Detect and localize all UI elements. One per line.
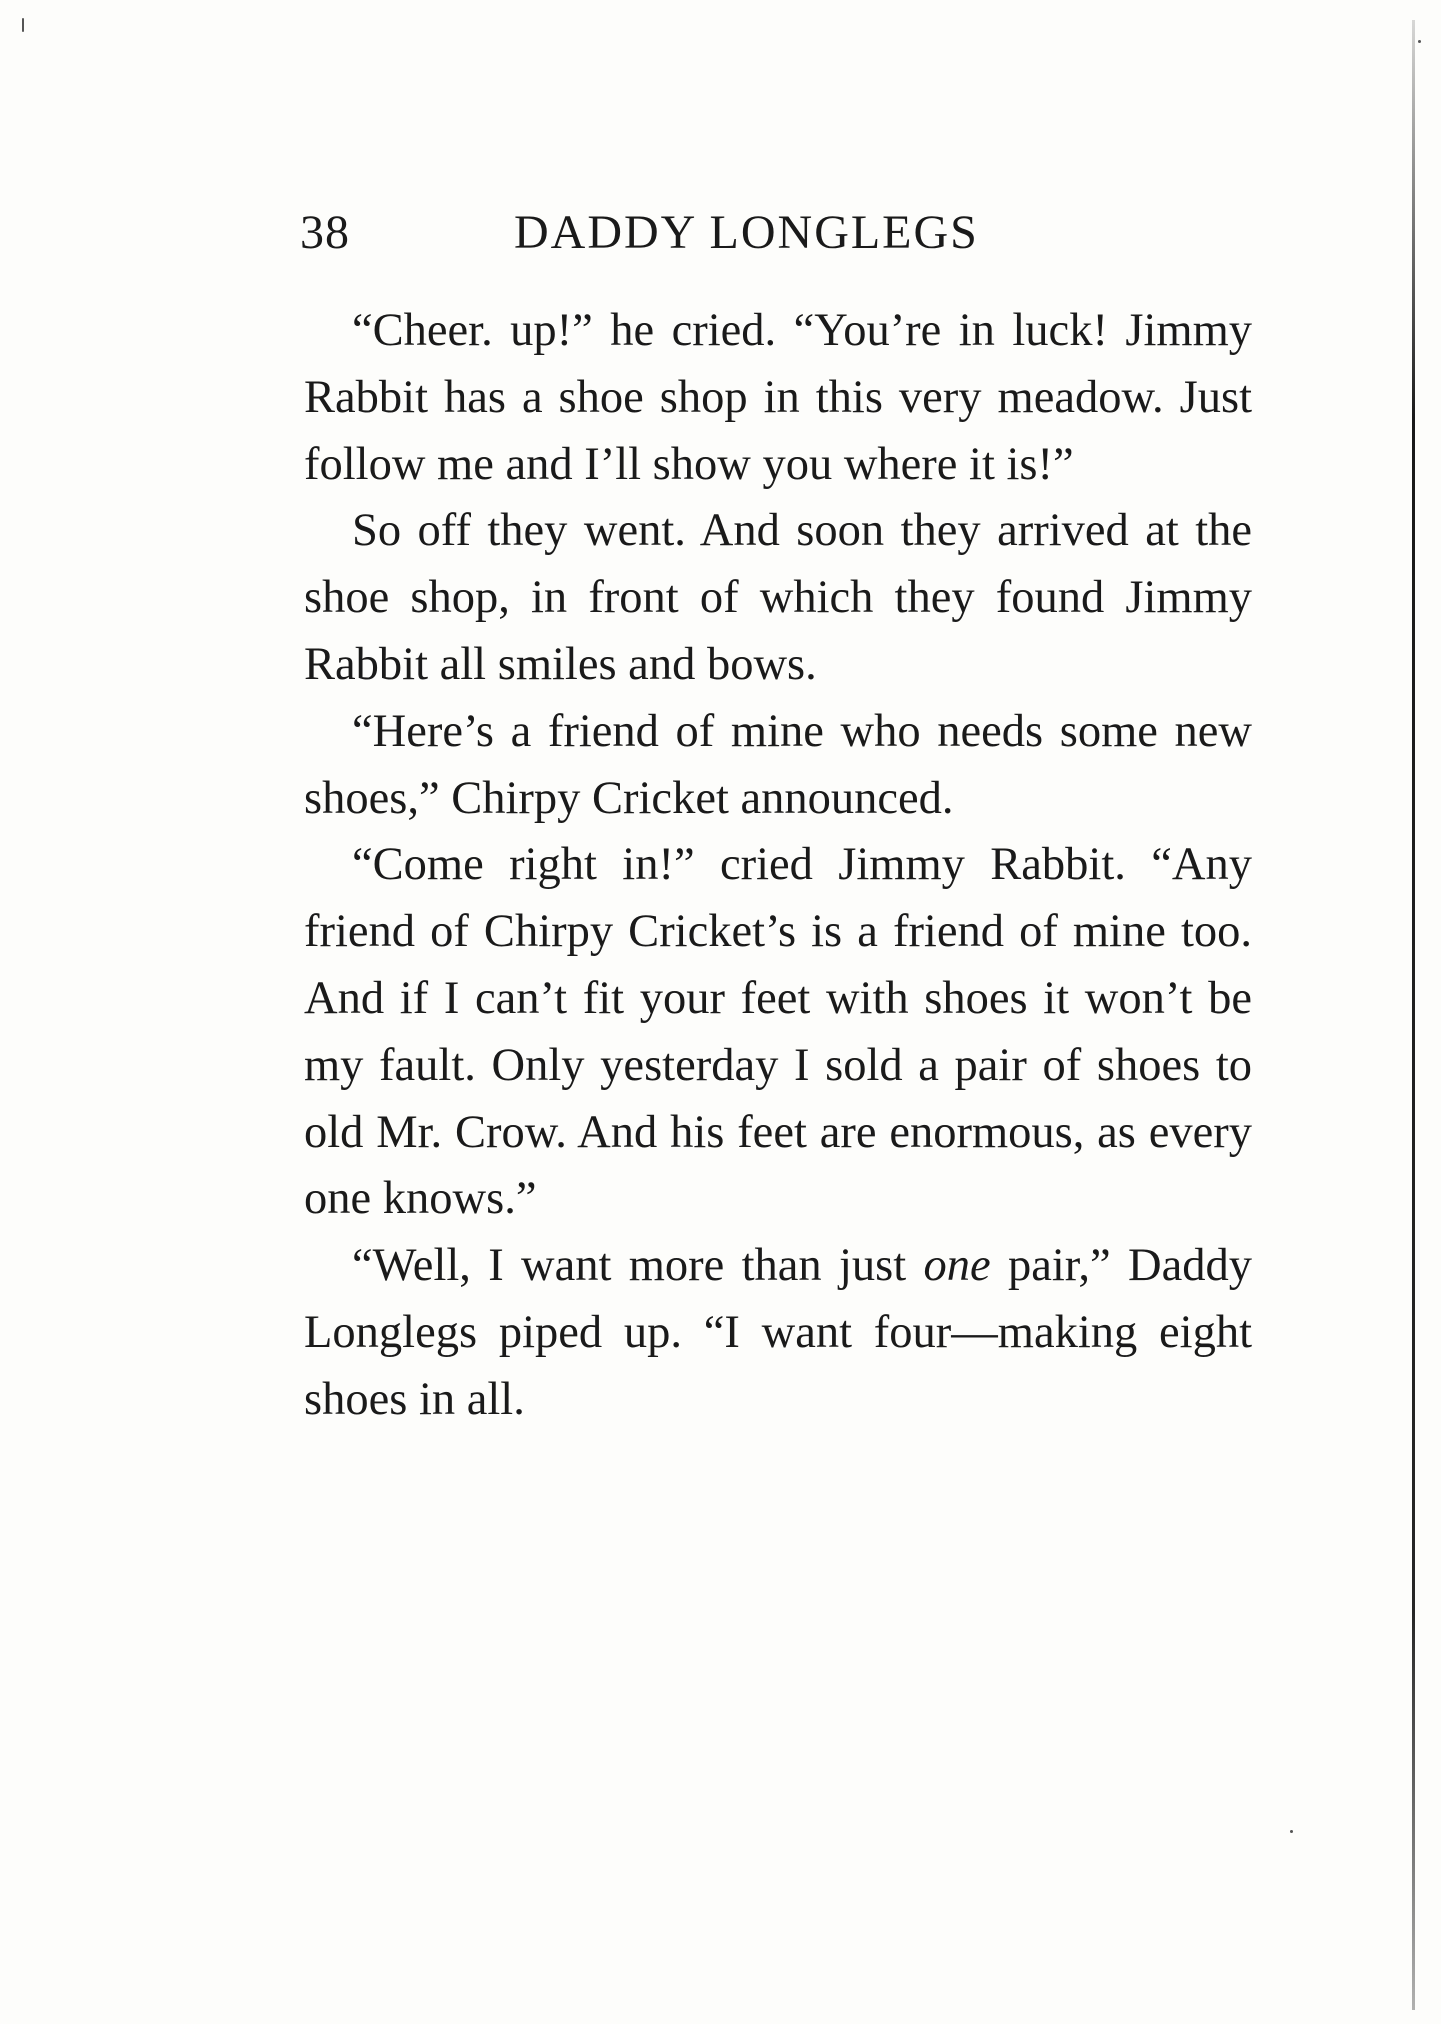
paragraph-text: “Well, I want more than just [352, 1240, 924, 1292]
paragraph: So off they went. And soon they arrived at the shoe shop, in front of which they found Jimmy Rabbit all smiles and bows. [304, 505, 1252, 690]
paragraph-text: pair,” Daddy Longlegs piped up. “I want four—making eight shoes in all. [304, 1240, 1252, 1425]
paragraph: “Here’s a friend of mine who needs some new shoes,” Chirpy Cricket announced. [304, 705, 1252, 824]
paper-speck [22, 18, 24, 32]
emphasized-word: one [923, 1240, 991, 1292]
paragraph: “Cheer. up!” he cried. “You’re in luck! Jimmy Rabbit has a shoe shop in this very meadow. Just follow me and I’ll show you where it is!” [304, 305, 1252, 490]
paragraph [304, 1233, 1252, 1433]
page-edge-shadow [1412, 20, 1415, 2010]
paper-speck [1418, 40, 1421, 43]
paragraph: “Come right in!” cried Jimmy Rabbit. “Any friend of Chirpy Cricket’s is a friend of mine too. And if I can’t fit your feet with shoes it won’t be my fault. Only yesterday I sold a pair of shoes to old Mr. Crow. And his feet are enormous, as every one knows.” [304, 839, 1252, 1225]
body-text [304, 298, 1252, 1434]
running-title: DADDY LONGLEGS [514, 206, 979, 259]
page-number: 38 [300, 206, 350, 259]
paper-speck [1290, 1830, 1293, 1833]
page-header [300, 205, 1250, 275]
